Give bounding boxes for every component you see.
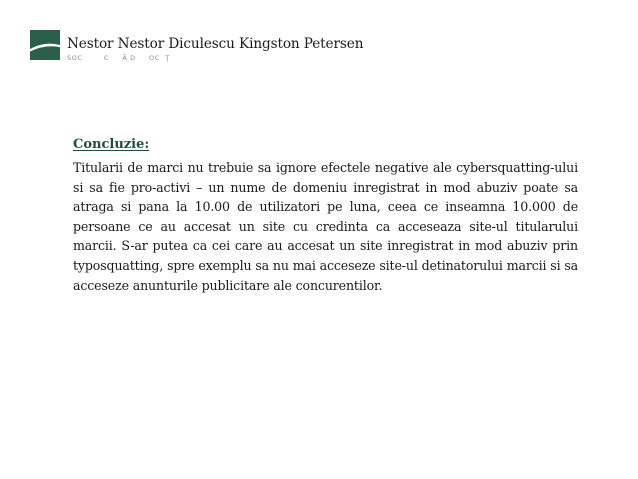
section-heading: Concluzie: bbox=[73, 137, 150, 152]
conclusion-paragraph: Titularii de marci nu trebuie sa ignore efectele negative ale cybersquatting-ului si sa fie pro-activi – un nume de domeniu inregistrat in mod abuziv poate sa atraga si pana la 10.00 de utilizatori pe luna, ceea ce inseamna 10.000 de persoane ce au accesat un site cu credinta ca acceseaza site-ul titularului marcii. S-ar putea ca cei care au accesat un site inregistrat in mod abuziv prin typosquatting, spre exemplu sa nu mai acceseze site-ul detinatorului marcii si sa acceseze anunturile publicitare ale concurentilor. bbox=[73, 160, 578, 293]
nndkp-logo-icon bbox=[30, 30, 60, 60]
firm-name: Nestor Nestor Diculescu Kingston Petersen bbox=[67, 36, 364, 52]
firm-tagline: SOC C Ă D OC Ţ bbox=[67, 54, 170, 62]
